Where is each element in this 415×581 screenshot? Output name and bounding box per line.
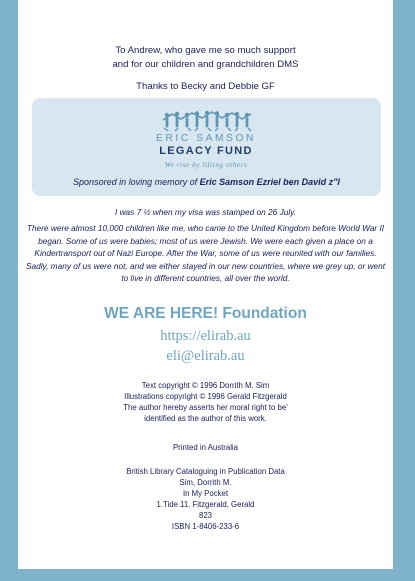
foundation-contacts (18, 326, 393, 366)
dedication-line-1: To Andrew, who gave me so much support (115, 45, 296, 56)
copyright-line: identified as the author of this work. (144, 414, 267, 424)
book-imprint-page (18, 0, 393, 569)
logo-text-legacy-fund: LEGACY FUND (159, 145, 253, 157)
eric-samson-legacy-fund-logo (151, 110, 261, 172)
printed-in-line: Printed in Australia (172, 443, 238, 452)
visa-line: I was 7 ½ when my visa was stamped on 26 July. (114, 207, 297, 217)
foundation-name: WE ARE HERE! Foundation (104, 305, 307, 322)
copyright-block (18, 380, 393, 424)
cataloguing-line: 823 (198, 511, 212, 521)
dedication (18, 44, 393, 71)
sponsor-name: Eric Samson Ezriel ben David z"l (199, 177, 340, 187)
cataloguing-line: 1.Tide 11. Fitzgerald, Gerald (156, 500, 255, 510)
cataloguing-line: British Library Cataloguing in Publication Data (126, 467, 285, 476)
copyright-line: The author hereby asserts her moral right to be' (123, 403, 288, 413)
sponsor-box (32, 98, 381, 196)
sponsor-line (32, 177, 381, 187)
people-lifting-icon (159, 110, 253, 132)
copyright-line: Text copyright © 1996 Dorrith M. Sim (141, 381, 270, 390)
thanks-line: Thanks to Becky and Debbie GF (136, 81, 275, 92)
cataloguing-line: Sim, Dorrith M. (179, 478, 232, 488)
logo-tagline: We rise by lifting others (164, 160, 248, 169)
logo-text-eric-samson: ERIC SAMSON (156, 133, 256, 144)
sponsor-prefix: Sponsored in loving memory of (73, 177, 200, 187)
dedication-line-2: and for our children and grandchildren DMS (112, 58, 299, 70)
cataloguing-block (18, 466, 393, 533)
kindertransport-paragraph: There were almost 10,000 children like me, who came to the United Kingdom before World War II began. Some of us were babies; most of us were Jewish. We were each given a place on a Kindertransport out of Nazi Europe. After the War, some of us were reunited with our families. Sadly, many of us were not, and we either stayed in our new countries, where we grey up, or went to live in different countries, all over the world. (25, 223, 386, 284)
cataloguing-line: In My Pocket (182, 489, 229, 499)
isbn-line: ISBN 1-8406-233-6 (171, 522, 240, 532)
foundation-url-link[interactable]: https://elirab.au (160, 328, 251, 344)
foundation-email-link[interactable]: eli@elirab.au (166, 348, 245, 364)
copyright-line: Illustrations copyright © 1996 Gerald Fitzgerald (124, 392, 287, 402)
